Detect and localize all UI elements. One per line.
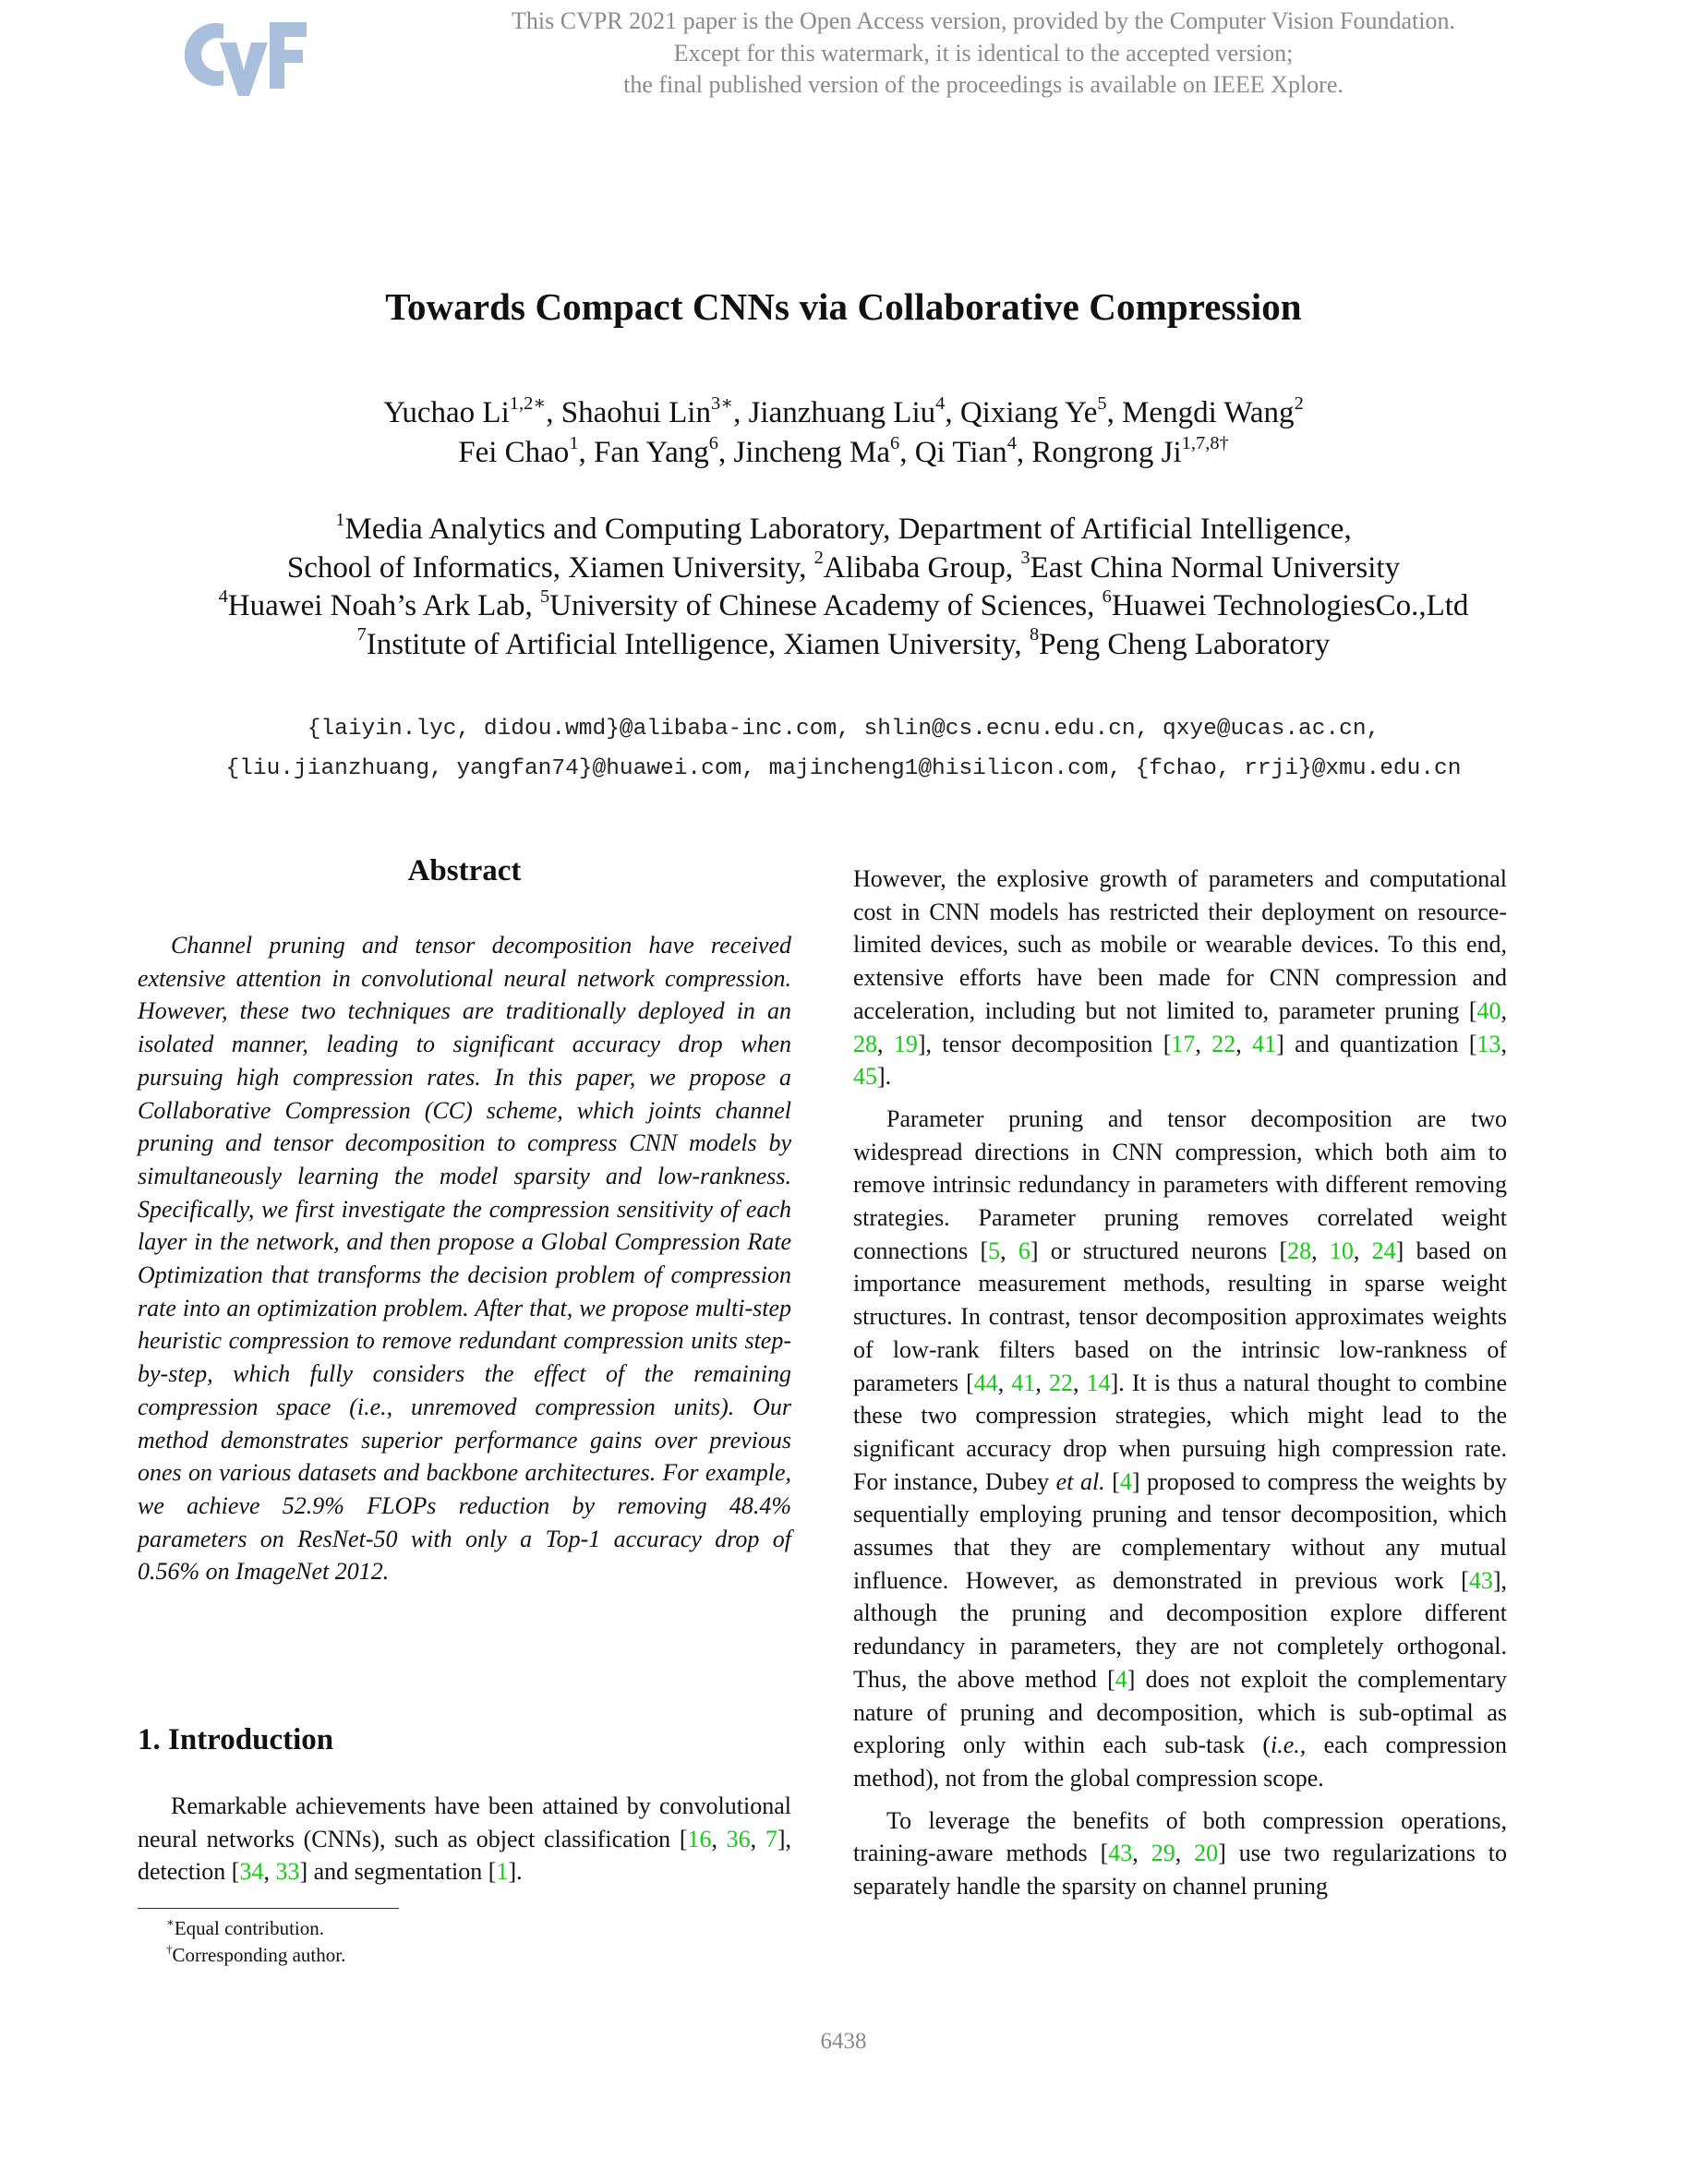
footnotes xyxy=(166,1915,345,1969)
author-separator: , xyxy=(546,396,561,429)
text-run: To leverage the benefits of both compression operations, training-aware methods [ xyxy=(853,1806,1507,1867)
citation-link[interactable]: 13 xyxy=(1476,1030,1501,1057)
text-run: ]. xyxy=(508,1858,523,1886)
footnote-text: Equal contribution. xyxy=(174,1917,324,1939)
citation-link[interactable]: 43 xyxy=(1108,1840,1133,1867)
watermark-line: This CVPR 2021 paper is the Open Access version, provided by the Computer Vision Foundation. xyxy=(512,7,1455,34)
affiliation: School of Informatics, Xiamen University, xyxy=(286,550,814,585)
text-run: ], detection [ xyxy=(138,1825,791,1886)
citation-link[interactable]: 22 xyxy=(1049,1369,1074,1396)
italic-text: et al. xyxy=(1055,1467,1105,1495)
affiliation-line xyxy=(0,511,1687,549)
footnote-divider xyxy=(138,1908,399,1909)
author-separator: , xyxy=(733,396,749,429)
citation-link[interactable]: 29 xyxy=(1151,1840,1175,1867)
text-run: , xyxy=(263,1858,276,1886)
author-affiliation-sup: 4 xyxy=(1006,432,1017,453)
citation-link[interactable]: 45 xyxy=(853,1063,877,1091)
citation-link[interactable]: 19 xyxy=(893,1030,918,1057)
text-run: , xyxy=(1000,1237,1018,1264)
affil-sup: 1 xyxy=(335,509,345,530)
text-run: ] based on importance measurement methods, resulting in sparse weight structures. In contrast, tensor decomposition approximates weights of low-rank filters based on the intrinsic low-rankness of parameters [ xyxy=(853,1237,1508,1396)
author-name: Yuchao Li xyxy=(383,396,510,429)
citation-link[interactable]: 41 xyxy=(1011,1369,1036,1396)
affiliation: Alibaba Group, xyxy=(823,550,1021,585)
citation-link[interactable]: 4 xyxy=(1115,1665,1127,1693)
email-line[interactable]: {laiyin.lyc, didou.wmd}@alibaba-inc.com, shlin@cs.ecnu.edu.cn, qxye@ucas.ac.cn, xyxy=(307,717,1380,742)
author-line xyxy=(0,393,1687,433)
text-run: , xyxy=(1175,1840,1195,1867)
intro-paragraph xyxy=(853,863,1507,1093)
text-run: , xyxy=(997,1369,1012,1396)
citation-link[interactable]: 17 xyxy=(1171,1030,1196,1057)
text-run: ] proposed to compress the weights by sequentially employing pruning and tensor decomposition, which assumes that they are complementary without any mutual influence. However, as demonstrated in previous work [ xyxy=(853,1467,1508,1594)
citation-link[interactable]: 10 xyxy=(1329,1237,1354,1264)
affiliations xyxy=(0,511,1687,664)
citation-link[interactable]: 33 xyxy=(275,1858,300,1886)
citation-link[interactable]: 7 xyxy=(765,1825,777,1852)
affil-sup: 4 xyxy=(218,585,228,607)
author-affiliation-sup: 1,7,8† xyxy=(1181,432,1229,453)
affil-sup: 7 xyxy=(356,624,367,646)
page-number: 6438 xyxy=(820,2029,867,2054)
affiliation: Peng Cheng Laboratory xyxy=(1039,627,1331,661)
text-run: , xyxy=(1035,1369,1050,1396)
text-run: , xyxy=(750,1825,765,1852)
affiliation: Institute of Artificial Intelligence, Xiamen University, xyxy=(366,627,1030,661)
author-name: Mengdi Wang xyxy=(1122,396,1295,429)
author-affiliation-sup: 2 xyxy=(1294,392,1304,414)
affil-sup: 6 xyxy=(1102,585,1112,607)
author-line xyxy=(0,433,1687,473)
text-run: , xyxy=(711,1825,727,1852)
text-run: , xyxy=(1073,1369,1087,1396)
affiliation-line xyxy=(0,626,1687,665)
citation-link[interactable]: 34 xyxy=(239,1858,264,1886)
citation-link[interactable]: 16 xyxy=(687,1825,712,1852)
author-name: Jincheng Ma xyxy=(733,436,890,469)
author-name: Qi Tian xyxy=(914,436,1007,469)
intro-paragraph xyxy=(853,1103,1507,1795)
author-affiliation-sup: 4 xyxy=(935,392,946,414)
introduction-body-right xyxy=(853,863,1507,1903)
text-run: ] and segmentation [ xyxy=(299,1858,497,1886)
abstract-body xyxy=(138,929,791,1588)
citation-link[interactable]: 20 xyxy=(1194,1840,1219,1867)
affiliation-line xyxy=(0,549,1687,588)
text-run: ], tensor decomposition [ xyxy=(917,1030,1172,1057)
citation-link[interactable]: 5 xyxy=(988,1237,1001,1264)
text-run: ] use two regularizations to separately handle the sparsity on channel pruning xyxy=(853,1840,1507,1900)
affiliation: East China Normal University xyxy=(1030,550,1401,585)
citation-link[interactable]: 44 xyxy=(973,1369,998,1396)
text-run: , xyxy=(1500,1030,1508,1057)
affiliation: University of Chinese Academy of Sciences, xyxy=(549,589,1103,622)
author-separator: , xyxy=(578,436,595,469)
italic-text: i.e., xyxy=(1270,1732,1307,1759)
author-separator: , xyxy=(717,436,734,469)
footnote-equal-contribution xyxy=(166,1915,345,1942)
citation-link[interactable]: 14 xyxy=(1086,1369,1111,1396)
citation-link[interactable]: 22 xyxy=(1211,1030,1236,1057)
text-run: , xyxy=(1132,1840,1151,1867)
author-list xyxy=(0,393,1687,473)
citation-link[interactable]: 4 xyxy=(1119,1467,1132,1495)
author-affiliation-sup: 1 xyxy=(569,432,579,453)
citation-link[interactable]: 40 xyxy=(1476,996,1501,1024)
intro-paragraph xyxy=(138,1790,791,1888)
text-run: , xyxy=(877,1030,894,1057)
affil-sup: 2 xyxy=(813,548,824,569)
watermark-notice xyxy=(388,6,1579,102)
abstract-text: Channel pruning and tensor decomposition have received extensive attention in convolutional neural network compression. However, these two techniques are traditionally deployed in an isolated manner, leading to significant accuracy drop when pursuing high compression rates. In this paper, we propose a Collaborative Compression (CC) scheme, which joints channel pruning and tensor decomposition to compress CNN models by simultaneously learning the model sparsity and low-rankness. Specifically, we first investigate the compression sensitivity of each layer in the network, and then propose a Global Compression Rate Optimization that transforms the decision problem of compression rate into an optimization problem. After that, we propose multi-step heuristic compression to remove redundant compression units step-by-step, which fully considers the effect of the remaining compression space (i.e., unremoved compression units). Our method demonstrates superior performance gains over previous ones on various datasets and backbone architectures. For example, we achieve 52.9% FLOPs reduction by removing 48.4% parameters on ResNet-50 with only a Top-1 accuracy drop of 0.56% on ImageNet 2012. xyxy=(138,932,791,1586)
author-separator: , xyxy=(1016,436,1032,469)
author-name: Fei Chao xyxy=(458,436,570,469)
citation-link[interactable]: 6 xyxy=(1018,1237,1030,1264)
text-run: , xyxy=(1311,1237,1330,1264)
introduction-body-left xyxy=(138,1790,791,1888)
watermark-line: the final published version of the proceedings is available on IEEE Xplore. xyxy=(623,71,1344,98)
citation-link[interactable]: 41 xyxy=(1252,1030,1277,1057)
text-run: ] and quantization [ xyxy=(1276,1030,1477,1057)
author-name: Rongrong Ji xyxy=(1031,436,1182,469)
affil-sup: 8 xyxy=(1029,624,1040,646)
cvf-logo xyxy=(183,15,308,98)
affil-sup: 3 xyxy=(1020,548,1030,569)
author-separator: , xyxy=(1106,396,1123,429)
text-run: , xyxy=(1235,1030,1253,1057)
text-run: ]. xyxy=(877,1063,892,1091)
author-name: Fan Yang xyxy=(594,436,709,469)
text-run: ] or structured neurons [ xyxy=(1030,1237,1288,1264)
footnote-corresponding-author xyxy=(166,1942,345,1969)
author-affiliation-sup: 6 xyxy=(708,432,718,453)
author-separator: , xyxy=(945,396,960,429)
text-run: Parameter pruning and tensor decomposition are two widespread directions in CNN compression, which both aim to remove intrinsic redundancy in parameters with different removing strategies. Parameter pruning removes correlated weight connections [ xyxy=(853,1104,1507,1264)
author-name: Shaohui Lin xyxy=(560,396,711,429)
author-affiliation-sup: 5 xyxy=(1097,392,1107,414)
affiliation: Huawei TechnologiesCo.,Ltd xyxy=(1111,589,1469,622)
text-run: , xyxy=(1195,1030,1212,1057)
text-run: However, the explosive growth of parameters and computational cost in CNN models has restricted their deployment on resource-limited devices, such as mobile or wearable devices. To this end, extensive efforts have been made for CNN compression and acceleration, including but not limited to, parameter pruning [ xyxy=(853,865,1507,1024)
intro-paragraph xyxy=(853,1804,1507,1903)
email-line[interactable]: {liu.jianzhuang, yangfan74}@huawei.com, majincheng1@hisilicon.com, {fchao, rrji}@xmu.edu.cn xyxy=(225,756,1462,781)
text-run: , xyxy=(1500,996,1507,1024)
author-emails xyxy=(0,709,1687,789)
affiliation: Media Analytics and Computing Laboratory, Department of Artificial Intelligence, xyxy=(344,513,1352,546)
text-run: ] does not exploit the complementary nature of pruning and decomposition, which is sub-optimal as exploring only within each sub-task ( xyxy=(853,1665,1507,1759)
text-run: each compression method), not from the global compression scope. xyxy=(853,1732,1507,1792)
footnote-mark: † xyxy=(166,1941,173,1956)
text-run: Remarkable achievements have been attained by convolutional neural networks (CNNs), such as object classification [ xyxy=(138,1792,791,1852)
paper-title: Towards Compact CNNs via Collaborative Compression xyxy=(385,285,1302,328)
citation-link[interactable]: 28 xyxy=(1287,1237,1312,1264)
section-heading-introduction: 1. Introduction xyxy=(138,1723,334,1756)
author-affiliation-sup: 6 xyxy=(890,432,900,453)
abstract-heading: Abstract xyxy=(407,854,522,887)
author-affiliation-sup: 3∗ xyxy=(710,392,734,414)
text-run: [ xyxy=(1104,1467,1120,1495)
footnote-mark: ∗ xyxy=(166,1914,175,1929)
author-name: Qixiang Ye xyxy=(959,396,1098,429)
text-run: , xyxy=(1353,1237,1372,1264)
citation-link[interactable]: 24 xyxy=(1371,1237,1396,1264)
citation-link[interactable]: 36 xyxy=(726,1825,751,1852)
author-name: Jianzhuang Liu xyxy=(748,396,936,429)
citation-link[interactable]: 1 xyxy=(496,1858,509,1886)
affiliation-line xyxy=(0,587,1687,626)
citation-link[interactable]: 43 xyxy=(1468,1566,1493,1594)
author-separator: , xyxy=(899,436,915,469)
footnote-text: Corresponding author. xyxy=(172,1944,346,1966)
affil-sup: 5 xyxy=(539,585,550,607)
author-affiliation-sup: 1,2∗ xyxy=(509,392,547,414)
watermark-line: Except for this watermark, it is identical to the accepted version; xyxy=(673,39,1294,66)
text-run: ]. It is thus a natural thought to combine these two compression strategies, which might lead to the significant accuracy drop when pursuing high compression rate. For instance, Dubey xyxy=(853,1369,1508,1495)
citation-link[interactable]: 28 xyxy=(853,1030,877,1057)
text-run: ], although the pruning and decomposition explore different redundancy in parameters, they are not completely orthogonal. Thus, the above method [ xyxy=(853,1566,1507,1693)
affiliation: Huawei Noah’s Ark Lab, xyxy=(227,589,540,622)
